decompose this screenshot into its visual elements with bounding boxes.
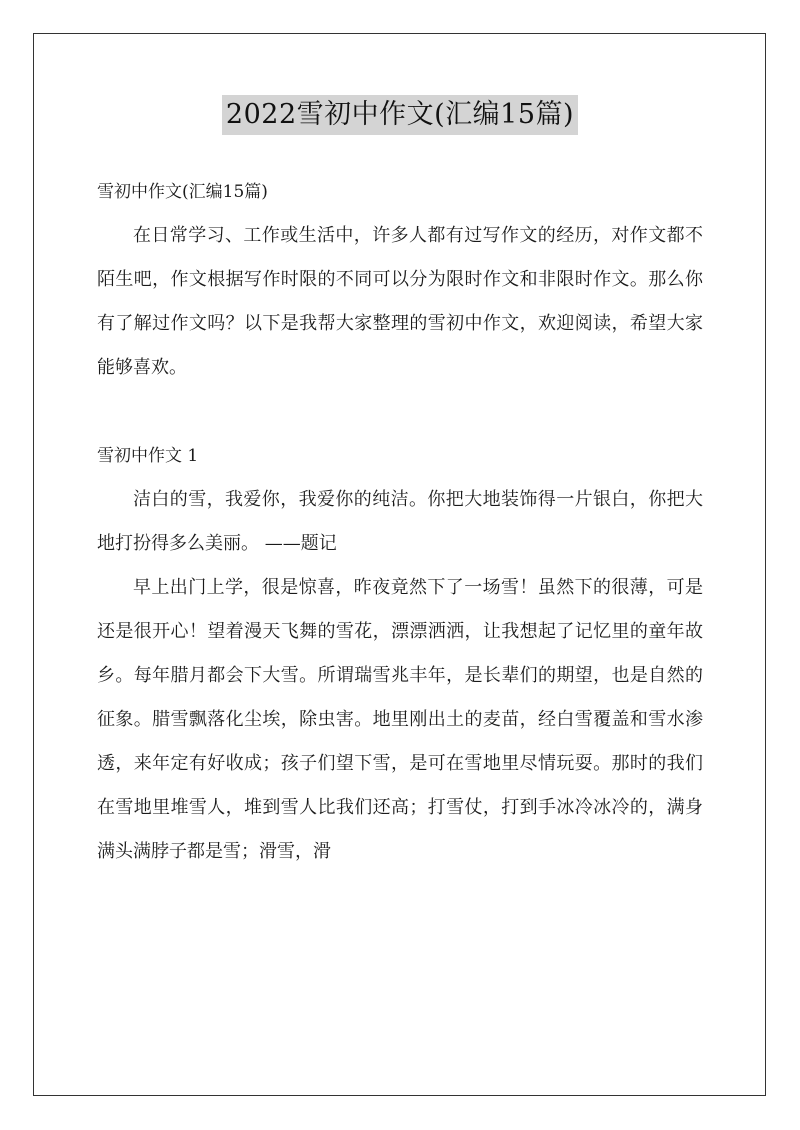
document-title: 2022雪初中作文(汇编15篇) [222, 95, 578, 135]
intro-paragraph: 在日常学习、工作或生活中，许多人都有过写作文的经历，对作文都不陌生吧，作文根据写作时限的不同可以分为限时作文和非限时作文。那么你有了解过作文吗？以下是我帮大家整理的雪初中作文，欢迎阅读，希望大家能够喜欢。 [97, 225, 703, 378]
document-body [97, 170, 703, 874]
document-subtitle: 雪初中作文(汇编15篇) [97, 182, 268, 202]
title-container [0, 95, 800, 135]
section-spacer [97, 390, 703, 434]
essay-1-heading: 雪初中作文 1 [97, 446, 199, 466]
essay-1-epigraph: 洁白的雪，我爱你，我爱你的纯洁。你把大地装饰得一片银白，你把大地打扮得多么美丽。 ——题记 [97, 489, 703, 554]
essay-1-body: 早上出门上学，很是惊喜，昨夜竟然下了一场雪！虽然下的很薄，可是还是很开心！望着漫天飞舞的雪花，漂漂洒洒，让我想起了记忆里的童年故乡。每年腊月都会下大雪。所谓瑞雪兆丰年，是长辈们的期望，也是自然的征象。腊雪飘落化尘埃，除虫害。地里刚出土的麦苗，经白雪覆盖和雪水渗透，来年定有好收成；孩子们望下雪，是可在雪地里尽情玩耍。那时的我们在雪地里堆雪人，堆到雪人比我们还高；打雪仗，打到手冰冷冰冷的，满身满头满脖子都是雪；滑雪，滑 [97, 577, 703, 862]
